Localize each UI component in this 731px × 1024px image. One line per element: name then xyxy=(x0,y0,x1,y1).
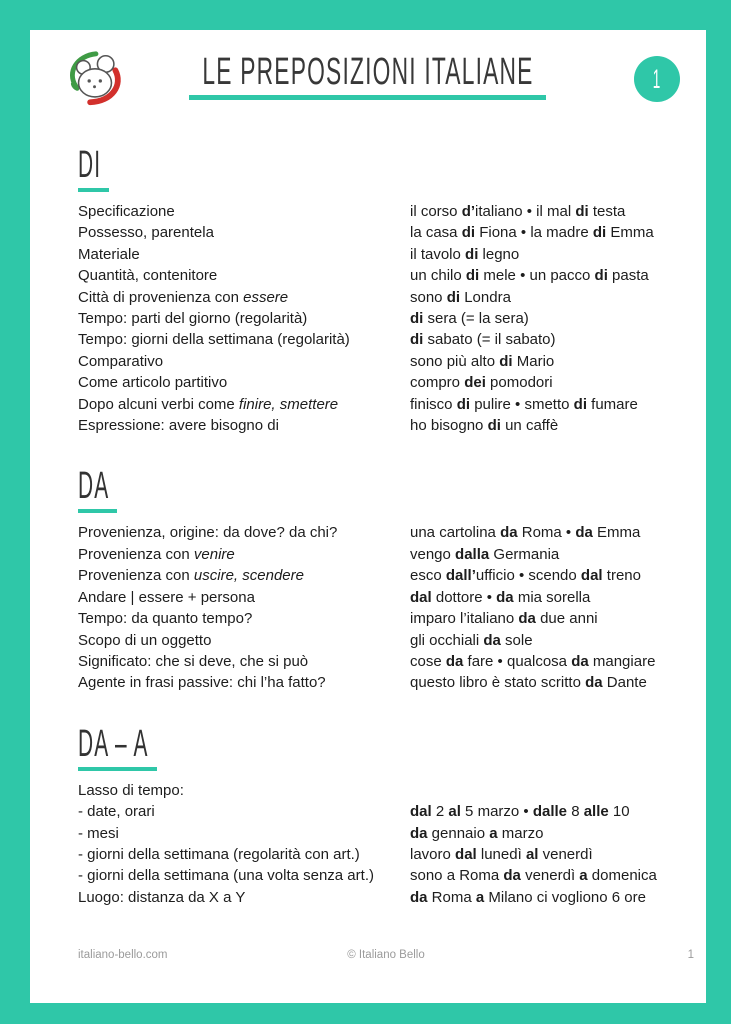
row-label: Agente in frasi passive: chi l’ha fatto? xyxy=(78,674,326,692)
row-label: Significato: che si deve, che si può xyxy=(78,652,309,670)
row-label: Materiale xyxy=(78,245,140,263)
page-number-badge xyxy=(634,56,680,102)
row-label: Tempo: giorni della settimana (regolarità) xyxy=(78,331,350,349)
row-example: dal dottore • da mia sorella xyxy=(410,588,591,606)
title-underline xyxy=(189,95,546,100)
section-heading-text: DA xyxy=(78,465,110,508)
row-example: il corso d’italiano • il mal di testa xyxy=(410,203,626,220)
page-number-badge-text: 1 xyxy=(653,63,661,94)
title-inner xyxy=(92,52,644,100)
row-label: Luogo: distanza da X a Y xyxy=(78,888,246,906)
row-example: un chilo di mele • un pacco di pasta xyxy=(410,267,649,285)
header xyxy=(30,30,706,130)
row-label: Tempo: da quanto tempo? xyxy=(78,610,253,628)
row-label: Dopo alcuni verbi come finire, smettere xyxy=(78,395,339,413)
row-label: Come articolo partitivo xyxy=(78,374,228,392)
footer-site-url: italiano-bello.com xyxy=(78,949,168,961)
section-rows xyxy=(78,780,680,908)
page-title: LE PREPOSIZIONI ITALIANE xyxy=(202,51,534,93)
row-label: Espressione: avere bisogno di xyxy=(78,417,279,435)
section-heading-underline xyxy=(78,767,157,771)
section-rows xyxy=(78,201,680,436)
row-example: esco dall’ufficio • scendo dal treno xyxy=(410,567,641,585)
row-example: da gennaio a marzo xyxy=(410,824,544,842)
row-example: di sabato (= il sabato) xyxy=(410,331,556,349)
row-label: Scopo di un oggetto xyxy=(78,631,212,649)
title-block xyxy=(30,52,706,100)
row-label: Tempo: parti del giorno (regolarità) xyxy=(78,310,308,328)
row-label: - giorni della settimana (regolarità con art.) xyxy=(78,845,360,863)
section-heading-text: DA – A xyxy=(78,722,149,765)
row-example: questo libro è stato scritto da Dante xyxy=(410,674,647,692)
row-example: dal 2 al 5 marzo • dalle 8 alle 10 xyxy=(410,803,630,821)
section-di xyxy=(78,145,680,436)
row-example: gli occhiali da sole xyxy=(410,631,533,649)
row-example: imparo l’italiano da due anni xyxy=(410,610,598,628)
section-heading xyxy=(78,724,680,764)
row-example: il tavolo di legno xyxy=(410,245,520,263)
row-label: Città di provenienza con essere xyxy=(78,288,289,306)
row-label: Comparativo xyxy=(78,352,164,370)
row-label: Provenienza, origine: da dove? da chi? xyxy=(78,524,338,542)
row-example: compro dei pomodori xyxy=(410,374,553,392)
row-label: - mesi xyxy=(78,824,119,842)
row-label: - date, orari xyxy=(78,803,155,821)
row-example: la casa di Fiona • la madre di Emma xyxy=(410,224,654,242)
footer-copyright: © Italiano Bello xyxy=(347,949,425,961)
row-example: sono più alto di Mario xyxy=(410,352,555,370)
row-label: Quantità, contenitore xyxy=(78,267,218,285)
section-rows xyxy=(78,522,680,693)
row-label: Andare | essere + persona xyxy=(78,588,255,606)
row-example: una cartolina da Roma • da Emma xyxy=(410,524,641,542)
row-label: Provenienza con venire xyxy=(78,545,235,563)
section-heading xyxy=(78,466,680,506)
row-label: - giorni della settimana (una volta senza art.) xyxy=(78,867,374,885)
worksheet-page xyxy=(30,30,706,1003)
row-label: Specificazione xyxy=(78,203,175,220)
section-heading-underline xyxy=(78,509,117,513)
row-example: vengo dalla Germania xyxy=(410,545,560,563)
footer xyxy=(78,949,694,961)
row-example: finisco di pulire • smetto di fumare xyxy=(410,395,638,413)
row-example: sono a Roma da venerdì a domenica xyxy=(410,867,657,885)
row-example: di sera (= la sera) xyxy=(410,310,529,328)
row-label: Provenienza con uscire, scendere xyxy=(78,567,304,585)
section-heading xyxy=(78,145,680,185)
row-example: sono di Londra xyxy=(410,288,511,306)
section-da-a xyxy=(78,724,680,908)
row-example: ho bisogno di un caffè xyxy=(410,417,559,435)
section-heading-underline xyxy=(78,188,109,192)
section-heading-text: DI xyxy=(78,144,102,186)
row-example: cose da fare • qualcosa da mangiare xyxy=(410,652,656,670)
row-example: lavoro dal lunedì al venerdì xyxy=(410,845,593,863)
row-example: da Roma a Milano ci vogliono 6 ore xyxy=(410,888,646,906)
row-label: Lasso di tempo: xyxy=(78,781,184,799)
section-da xyxy=(78,466,680,693)
footer-page-number: 1 xyxy=(687,949,694,961)
row-label: Possesso, parentela xyxy=(78,224,214,242)
sections-container xyxy=(30,145,706,908)
row-example xyxy=(410,780,680,801)
